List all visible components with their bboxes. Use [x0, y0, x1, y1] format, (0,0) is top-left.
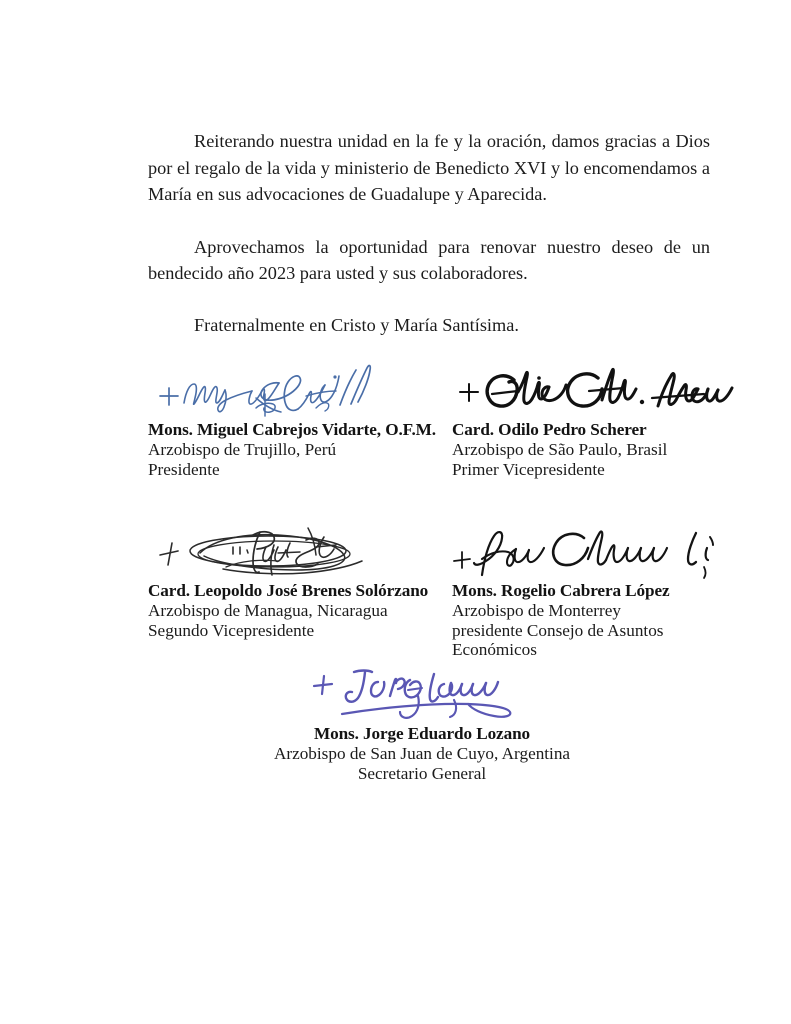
signatory-title: Secretario General	[357, 763, 487, 783]
signatory-role-see: Arzobispo de San Juan de Cuyo, Argentina	[273, 744, 571, 763]
letter-body	[148, 128, 710, 338]
signatory-name: Mons. Jorge Eduardo Lozano	[313, 724, 531, 743]
signatory-name: Mons. Rogelio Cabrera López	[452, 581, 670, 600]
signatory-role-see: Arzobispo de Trujillo, Perú	[148, 440, 337, 459]
signatory-name: Card. Odilo Pedro Scherer	[452, 420, 647, 439]
signatory-title: Primer Vicepresidente	[452, 459, 605, 479]
signature-block-scherer	[452, 358, 742, 479]
signatory-name: Mons. Miguel Cabrejos Vidarte, O.F.M.	[148, 420, 436, 439]
paragraph-2: Aprovechamos la oportunidad para renovar nuestro deseo de un bendecido año 2023 para usted y sus colaboradores.	[148, 236, 710, 283]
paragraph-3: Fraternalmente en Cristo y María Santísima.	[194, 314, 519, 335]
signature-block-cabrera	[452, 523, 742, 660]
signature-block-cabrejos	[148, 358, 448, 479]
handwritten-signature-miguel-cabrejos-icon	[148, 358, 448, 420]
handwritten-signature-odilo-scherer-icon	[452, 358, 742, 420]
signatory-title: Presidente	[148, 459, 220, 479]
signatory-role-see: Arzobispo de Monterrey	[452, 601, 621, 620]
signature-block-lozano	[232, 662, 612, 783]
handwritten-signature-rogelio-cabrera-icon	[452, 523, 742, 581]
signatory-title: Segundo Vicepresidente	[148, 620, 315, 640]
signatory-title-continued: Económicos	[452, 640, 537, 659]
handwritten-signature-leopoldo-brenes-icon	[148, 523, 448, 581]
signatory-name: Card. Leopoldo José Brenes Solórzano	[148, 581, 429, 600]
handwritten-signature-jorge-lozano-icon	[232, 662, 612, 724]
paragraph-1: Reiterando nuestra unidad en la fe y la oración, damos gracias a Dios por el regalo de la vida y ministerio de Benedicto XVI y lo encomendamos a María en sus advocaciones de Guadalupe y Aparecida.	[148, 131, 710, 204]
signatory-role-see: Arzobispo de São Paulo, Brasil	[452, 440, 668, 459]
signatory-role-see: Arzobispo de Managua, Nicaragua	[148, 601, 388, 620]
signature-block-brenes	[148, 523, 448, 640]
signatory-title: presidente Consejo de Asuntos	[452, 620, 664, 640]
